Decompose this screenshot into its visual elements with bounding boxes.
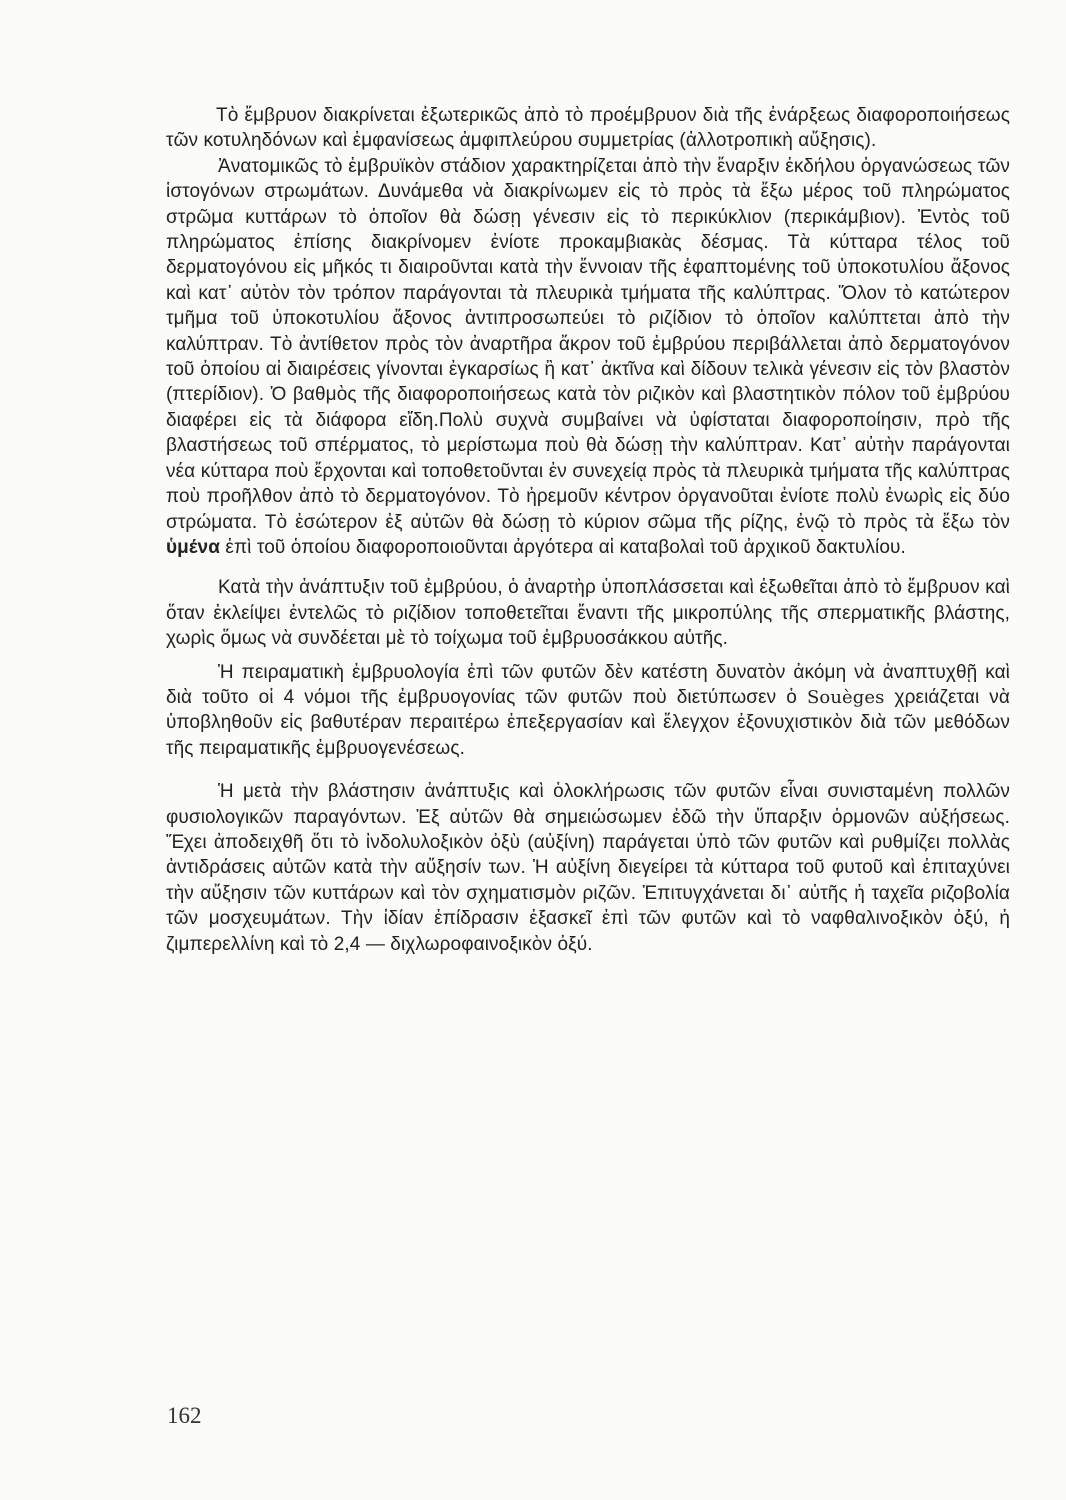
paragraph-4-text: Ἡ πειραματικὴ ἐμβρυολογία ἐπὶ τῶν φυτῶν δὲν κατέστη δυνατὸν ἀκόμη νὰ ἀναπτυχθῇ καὶ διὰ τοῦτο οἱ 4 νόμοι τῆς ἐμβρυογονίας τῶν φυτῶν ποὺ διετύπωσεν ὁ [166,661,1010,708]
paragraph-4-tail: χρειάζεται νὰ ὑποβληθοῦν εἰς βαθυτέραν περαιτέρω ἐπεξεργασίαν καὶ ἔλεγχον ἐξονυχιστικὸν διὰ τῶν μεθόδων τῆς πειραματικῆς ἐμβρυογενέσεως. [166,686,1010,759]
paragraph-2 [166,154,1010,561]
page-number: 162 [167,1403,202,1428]
author-name: Souèges [806,686,885,708]
paragraph-2-text: Ἀνατομικῶς τὸ ἐμβρυϊκὸν στάδιον χαρακτηρίζεται ἀπὸ τὴν ἔναρξιν ἐκδήλου ὀργανώσεως τῶν ἱστογόνων στρωμάτων. Δυνάμεθα νὰ διακρίνωμεν εἰς τὸ πρὸς τὰ ἔξω μέρος τοῦ πληρώματος στρῶμα κυττάρων τὸ ὁποῖον θὰ δώσῃ γένεσιν εἰς τὸ περικύκλιον (περικάμβιον). Ἐντὸς τοῦ πληρώματος ἐπίσης διακρίνομεν ἐνίοτε προκαμβιακὰς δέσμας. Τὰ κύτταρα τέλος τοῦ δερματογόνου εἰς μῆκός τι διαιροῦνται κατὰ τὴν ἔννοιαν τῆς ἐφαπτομένης τοῦ ὑποκοτυλίου ἄξονος καὶ κατ᾽ αὐτὸν τὸν τρόπον παράγονται τὰ πλευρικὰ τμήματα τῆς καλύπτρας. Ὅλον τὸ κατώτερον τμῆμα τοῦ ὑποκοτυλίου ἄξονος ἀντιπροσωπεύει τὸ ριζίδιον τὸ ὁποῖον καλύπτεται ἀπὸ τὴν καλύπτραν. Τὸ ἀντίθετον πρὸς τὸν ἀναρτῆρα ἄκρον τοῦ ἐμβρύου περιβάλλεται ἀπὸ δερματογόνον τοῦ ὁποίου αἱ διαιρέσεις γίνονται ἐγκαρσίως ἢ κατ᾽ ἀκτῖνα καὶ δίδουν τελικὰ γένεσιν εἰς τὸν βλαστὸν (πτερίδιον). Ὁ βαθμὸς τῆς διαφοροποιήσεως κατὰ τὸν ριζικὸν καὶ βλαστητικὸν πόλον τοῦ ἐμβρύου διαφέρει εἰς τὰ διάφορα εἴδη.Πολὺ συχνὰ συμβαίνει νὰ ὑφίσταται διαφοροποίησιν, πρὸ τῆς βλαστήσεως τοῦ σπέρματος, τὸ μερίστωμα ποὺ θὰ δώσῃ τὴν καλύπτραν. Κατ᾽ αὐτὴν παράγονται νέα κύτταρα ποὺ ἔρχονται καὶ τοποθετοῦνται ἐν συνεχείᾳ πρὸς τὰ πλευρικὰ τμήματα τῆς καλύπτρας ποὺ προῆλθον ἀπὸ τὸ δερματογόνον. Τὸ ἠρεμοῦν κέντρον ὀργανοῦται ἐνίοτε πολὺ ἐνωρὶς εἰς δύο στρώματα. Τὸ ἐσώτερον ἐξ αὐτῶν θὰ δώσῃ τὸ κύριον σῶμα τῆς ρίζης, ἐνῷ τὸ πρὸς τὰ ἔξω τὸν [166,155,1010,533]
paragraph-1: Τὸ ἔμβρυον διακρίνεται ἐξωτερικῶς ἀπὸ τὸ προέμβρυον διὰ τῆς ἐνάρξεως διαφοροποιήσεως τῶν κοτυληδόνων καὶ ἐμφανίσεως ἀμφιπλεύρου συμμετρίας (ἀλλοτροπικὴ αὔξησις). [166,105,1010,152]
paragraph-2-tail: ἐπὶ τοῦ ὁποίου διαφοροποιοῦνται ἀργότερα αἱ καταβολαὶ τοῦ ἀρχικοῦ δακτυλίου. [220,536,906,558]
paragraph-3: Κατὰ τὴν ἀνάπτυξιν τοῦ ἐμβρύου, ὁ ἀναρτὴρ ὑποπλάσσεται καὶ ἐξωθεῖται ἀπὸ τὸ ἔμβρυον καὶ ὅταν ἐκλείψει ἐντελῶς τὸ ριζίδιον τοποθετεῖται ἔναντι τῆς μικροπύλης τῆς σπερματικῆς βλάστης, χωρὶς ὅμως νὰ συνδέεται μὲ τὸ τοίχωμα τοῦ ἐμβρυοσάκκου αὐτῆς. [166,577,1010,650]
paragraph-5: Ἡ μετὰ τὴν βλάστησιν ἀνάπτυξις καὶ ὁλοκλήρωσις τῶν φυτῶν εἶναι συνισταμένη πολλῶν φυσιολογικῶν παραγόντων. Ἐξ αὐτῶν θὰ σημειώσωμεν ἐδῶ τὴν ὕπαρξιν ὁρμονῶν αὐξήσεως. Ἔχει ἀποδειχθῆ ὅτι τὸ ἰνδολυλοξικὸν ὀξὺ (αὐξίνη) παράγεται ὑπὸ τῶν φυτῶν καὶ ρυθμίζει πολλὰς ἀντιδράσεις αὐτῶν κατὰ τὴν αὔξησίν των. Ἡ αὐξίνη διεγείρει τὰ κύτταρα τοῦ φυτοῦ καὶ ἐπιταχύνει τὴν αὔξησιν τῶν κυττάρων καὶ τὸν σχηματισμὸν ριζῶν. Ἐπιτυγχάνεται δι᾽ αὐτῆς ἡ ταχεῖα ριζοβολία τῶν μοσχευμάτων. Τὴν ἰδίαν ἐπίδρασιν ἐξασκεῖ ἐπὶ τῶν φυτῶν καὶ τὸ ναφθαλινοξικὸν ὀξύ, ἡ ζιμπερελλίνη καὶ τὸ 2,4 — διχλωροφαινοξικὸν ὀξύ. [166,781,1010,955]
body-text [166,103,1010,957]
paragraph-4 [166,660,1010,762]
emphasized-term: ὑμένα [166,536,221,558]
